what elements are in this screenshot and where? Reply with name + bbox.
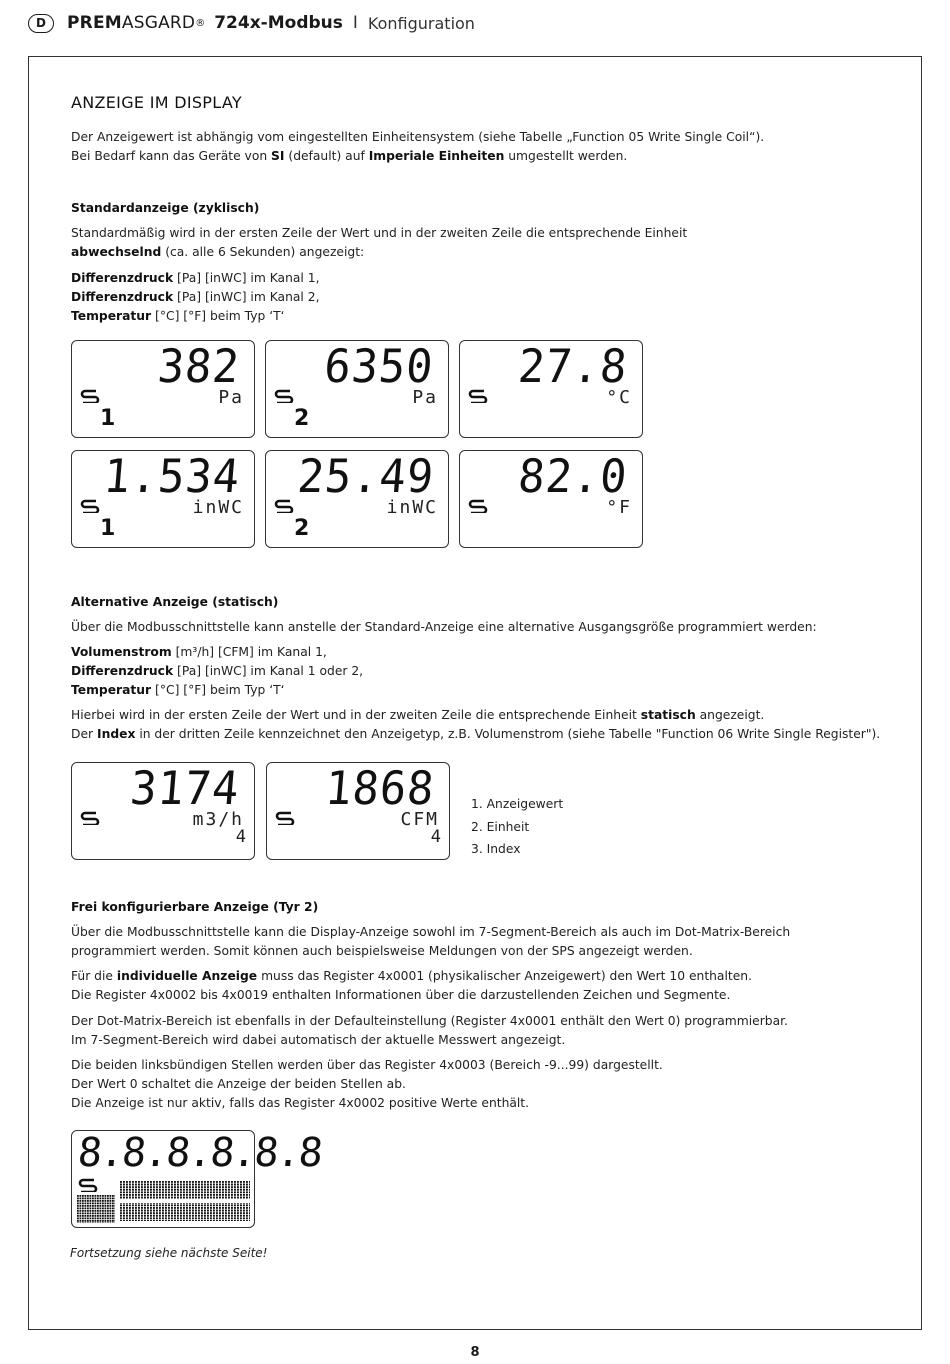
custom-p3-line1: Der Dot-Matrix-Bereich ist ebenfalls in der Defaulteinstellung (Register 4x0001 enthält den Wert 0) programmierbar. <box>71 1014 788 1028</box>
display-index: 4 <box>235 827 246 847</box>
display-value: 3174 <box>128 761 242 815</box>
display-index: 4 <box>430 827 441 847</box>
model-name: 724x-Modbus <box>214 13 343 33</box>
display-all-segments: 8.8.8.8.8.8 <box>75 1130 323 1176</box>
lcd-display-celsius <box>459 340 643 438</box>
sensor-logo-icon <box>274 389 294 403</box>
intro-line-2: Bei Bedarf kann das Geräte von SI (default) auf Imperiale Einheiten umgestellt werden. <box>71 149 628 163</box>
dot-matrix-block <box>77 1195 115 1223</box>
dot-matrix-area <box>120 1181 250 1223</box>
display-legend <box>471 793 563 861</box>
sensor-logo-icon <box>78 1178 98 1192</box>
heading-standard: Standardanzeige (zyklisch) <box>71 201 260 215</box>
sensor-logo-icon <box>468 389 488 403</box>
lcd-display-volume-m3h <box>71 762 255 860</box>
sensor-logo-icon <box>275 811 295 825</box>
display-unit: inWC <box>192 497 244 518</box>
display-channel: 2 <box>294 406 310 431</box>
legend-item: 2. Einheit <box>471 819 530 834</box>
legend-item: 3. Index <box>471 842 521 856</box>
lcd-display-fahrenheit <box>459 450 643 548</box>
header-separator: I <box>352 13 358 33</box>
heading-custom: Frei konfigurierbare Anzeige (Tyr 2) <box>71 900 319 914</box>
display-unit: m3/h <box>192 809 244 830</box>
standard-p1-line1: Standardmäßig wird in der ersten Zeile der Wert und in der zweiten Zeile die entsprechende Einheit <box>71 226 688 240</box>
sensor-logo-icon <box>80 499 100 513</box>
language-badge: D <box>28 14 54 33</box>
alternative-p2: Hierbei wird in der ersten Zeile der Wert und in der zweiten Zeile die entsprechende Einheit statisch angezeigt. <box>71 708 765 722</box>
alternative-list-item: Differenzdruck [Pa] [inWC] im Kanal 1 oder 2, <box>71 664 364 678</box>
alternative-list-item: Volumenstrom [m³/h] [CFM] im Kanal 1, <box>71 645 327 659</box>
brand-bold: PREM <box>67 13 122 33</box>
continuation-note: Fortsetzung siehe nächste Seite! <box>70 1246 268 1260</box>
custom-p1-line2: programmiert werden. Somit können auch beispielsweise Meldungen von der SPS angezeigt werden. <box>71 944 693 958</box>
display-value: 1868 <box>323 761 437 815</box>
display-value: 1.534 <box>101 449 242 503</box>
sensor-logo-icon <box>80 389 100 403</box>
sensor-logo-icon <box>274 499 294 513</box>
custom-p4-line3: Die Anzeige ist nur aktiv, falls das Register 4x0002 positive Werte enthält. <box>71 1096 530 1110</box>
standard-list-item: Differenzdruck [Pa] [inWC] im Kanal 1, <box>71 271 320 285</box>
standard-p1-line2: abwechselnd (ca. alle 6 Sekunden) angezeigt: <box>71 245 365 259</box>
heading-alternative: Alternative Anzeige (statisch) <box>71 595 279 609</box>
display-unit: Pa <box>218 387 244 408</box>
display-channel: 1 <box>100 516 116 541</box>
custom-p2-line1: Für die individuelle Anzeige muss das Register 4x0001 (physikalischer Anzeigewert) den Wert 10 enthalten. <box>71 969 752 983</box>
display-unit: CFM <box>400 809 439 830</box>
lcd-display-pa-ch1 <box>71 340 255 438</box>
display-unit: Pa <box>412 387 438 408</box>
alternative-p1: Über die Modbusschnittstelle kann anstelle der Standard-Anzeige eine alternative Ausgangsgröße programmiert werden: <box>71 620 817 634</box>
legend-item: 1. Anzeigewert <box>471 797 564 811</box>
registered-mark: ® <box>195 17 206 29</box>
lcd-display-full-segments <box>71 1130 323 1228</box>
display-value: 27.8 <box>516 339 630 393</box>
lcd-display-pa-ch2 <box>265 340 449 438</box>
alternative-p3: Der Index in der dritten Zeile kennzeichnet den Anzeigetyp, z.B. Volumenstrom (siehe Tabelle "Function 06 Write Single Register"). <box>71 727 881 741</box>
display-channel: 1 <box>100 406 116 431</box>
custom-p1-line1: Über die Modbusschnittstelle kann die Display-Anzeige sowohl im 7-Segment-Bereich als auch im Dot-Matrix-Bereich <box>71 925 791 939</box>
custom-p2-line2: Die Register 4x0002 bis 4x0019 enthalten Informationen über die darzustellenden Zeichen und Segmente. <box>71 988 731 1002</box>
custom-p3-line2: Im 7-Segment-Bereich wird dabei automatisch der aktuelle Messwert angezeigt. <box>71 1033 566 1047</box>
standard-list-item: Temperatur [°C] [°F] beim Typ ‘T‘ <box>71 309 285 323</box>
sensor-logo-icon <box>468 499 488 513</box>
lcd-display-volume-cfm <box>266 762 450 860</box>
display-unit: °C <box>606 387 632 408</box>
custom-p4-line1: Die beiden linksbündigen Stellen werden über das Register 4x0003 (Bereich -9...99) dargestellt. <box>71 1058 663 1072</box>
display-value: 6350 <box>322 339 436 393</box>
lcd-display-inwc-ch1 <box>71 450 255 548</box>
display-value: 82.0 <box>516 449 630 503</box>
display-value: 25.49 <box>295 449 436 503</box>
sensor-logo-icon <box>80 811 100 825</box>
display-unit: inWC <box>386 497 438 518</box>
page-number: 8 <box>470 1345 480 1360</box>
lcd-display-inwc-ch2 <box>265 450 449 548</box>
display-unit: °F <box>606 497 632 518</box>
page-title: ANZEIGE IM DISPLAY <box>71 93 242 112</box>
display-value: 382 <box>155 339 242 393</box>
standard-list-item: Differenzdruck [Pa] [inWC] im Kanal 2, <box>71 290 320 304</box>
section-name: Konfiguration <box>367 13 475 33</box>
intro-line-1: Der Anzeigewert ist abhängig vom eingestellten Einheitensystem (siehe Tabelle „Function 05 Write Single Coil“). <box>71 130 765 144</box>
alternative-list-item: Temperatur [°C] [°F] beim Typ ‘T‘ <box>71 683 285 697</box>
custom-p4-line2: Der Wert 0 schaltet die Anzeige der beiden Stellen ab. <box>71 1077 406 1091</box>
brand-light: ASGARD <box>121 13 196 33</box>
page-header <box>28 11 475 35</box>
display-channel: 2 <box>294 516 310 541</box>
